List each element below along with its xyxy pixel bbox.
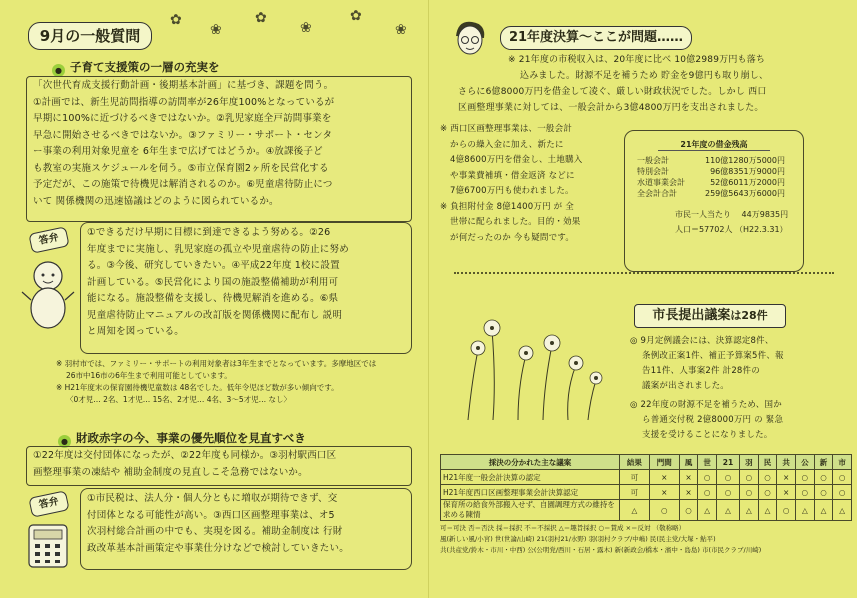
- text-line: ①22年度は交付団体になったが、②22年度も同様か。③羽村駅西口区: [33, 450, 337, 461]
- debt-value: 52億6011万2000円: [710, 178, 785, 187]
- note-line: 〈0才児… 2名、1才児… 15名、2才児… 4名、3～5才児… なし〉: [66, 395, 291, 404]
- debt-box-title: 21年度の借金残高: [658, 139, 770, 151]
- settlement-intro: [458, 52, 848, 116]
- debt-value: 96億8351万9000円: [710, 167, 785, 176]
- text-line: 早期に100%に近づけるべきではないか。②乳児家庭全戸訪問事業を: [33, 113, 332, 124]
- votes-cell: ○: [796, 470, 815, 485]
- text-line: 次羽村総合計画の中でも、実現を図る。補助金制度は 行財: [87, 526, 343, 537]
- votes-cell: ○: [717, 485, 740, 500]
- text-line: 区画整理事業に対しては、一般会計から3億4800万円を支出されました。: [458, 103, 764, 113]
- flowers-icon: [448, 290, 608, 420]
- right-page: [428, 0, 857, 598]
- votes-cell: ○: [814, 470, 833, 485]
- text-line: る。③今後、研究していきたい。④平成22年度 1校に設置: [87, 260, 340, 271]
- votes-cell: ○: [814, 485, 833, 500]
- debt-label: 特別会計: [637, 167, 669, 176]
- votes-cell: △: [814, 500, 833, 521]
- note-line: 26市中16市の6年生まで利用可能としています。: [66, 371, 232, 380]
- text-line: 世帯に配られました。目的・効果: [450, 217, 581, 227]
- answer-text-finance: [81, 489, 411, 559]
- calculator-icon: [26, 522, 70, 570]
- votes-row-label: H21年度一般会計決算の認定: [441, 470, 620, 485]
- votes-cell: ○: [649, 500, 679, 521]
- page-title-general-questions: 9月の一般質問: [28, 22, 152, 50]
- text-line: ①できるだけ早期に目標に到達できるよう努める。②26: [87, 227, 331, 238]
- votes-col-header: 市: [833, 455, 852, 470]
- votes-legend: [440, 523, 852, 556]
- votes-col-header: 民: [758, 455, 777, 470]
- proposal-title-main: 市長提出議案: [652, 308, 731, 323]
- per-person-value: 44万9835円: [741, 210, 789, 219]
- text-line: ◎ 9月定例議会には、決算認定8件、: [630, 336, 774, 346]
- proposal-text: [630, 334, 840, 443]
- text-line: 込みました。財源不足を補うため 貯金を9億円も取り崩し、: [520, 71, 769, 81]
- votes-row-label: 保育所の給食外部搬入せず、自園調理方式の維持を求める陳情: [441, 500, 620, 521]
- debt-row: [635, 166, 787, 177]
- votes-cell: ○: [777, 500, 796, 521]
- votes-cell: △: [758, 500, 777, 521]
- text-line: からの繰入金に加え、新たに: [450, 139, 564, 150]
- legend-line: 風(新しい風/小宮) 世(世論/山崎) 21(羽村21/水野) 羽(羽村クラブ/中嶋) 民(民主党/大塚・鮎平): [440, 535, 716, 543]
- proposal-title: [634, 304, 786, 328]
- votes-cell: ○: [758, 470, 777, 485]
- votes-cell: ×: [777, 470, 796, 485]
- votes-cell: △: [717, 500, 740, 521]
- wave-divider: [454, 272, 834, 282]
- votes-cell: ×: [679, 470, 698, 485]
- text-line: ①計画では、新生児訪問指導の訪問率が26年度100%となっているが: [33, 96, 335, 108]
- votes-col-header: 21: [717, 455, 740, 470]
- votes-caption: 採決の分かれた主な議案: [441, 455, 620, 470]
- debt-row: [635, 177, 787, 188]
- per-person-label: 市民一人当たり: [675, 210, 731, 219]
- flowers-illustration: [448, 290, 608, 420]
- text-line: いて 関係機関の迅速協議はどのように図られているか。: [33, 195, 279, 207]
- question-text-childcare: [27, 77, 411, 211]
- text-line: 条例改正案1件、補正予算案5件、報: [642, 351, 784, 361]
- text-line: 付団体となる可能性が高い。③西口区画整理事業は、オ5: [87, 509, 335, 521]
- legend-line: 共(共産党/鈴木・市川・中西) 公(公明党/西川・石居・露木) 新(新政会/橋本・濱中・島島) 市(市民クラブ/川崎): [440, 546, 762, 554]
- note-line: ※ 羽村市では、ファミリー・サポートの利用対象者は3年生までとなっています。多摩地区では: [56, 359, 377, 368]
- votes-col-header: 世: [698, 455, 717, 470]
- text-line: ら普通交付税 2億8000万円 の 緊急: [642, 415, 784, 425]
- votes-cell: 可: [620, 470, 650, 485]
- answer-label: 答弁: [28, 490, 69, 517]
- text-line: ◎ 22年度の財源不足を補うため、国か: [630, 400, 782, 410]
- text-line: 予定だが、この施策で待機児は解消されるのか。⑥児童虐待防止につ: [33, 179, 333, 190]
- votes-cell: ○: [740, 485, 759, 500]
- votes-cell: ○: [796, 485, 815, 500]
- votes-col-header: 共: [777, 455, 796, 470]
- answer-box-childcare: [80, 222, 412, 354]
- text-line: ①市民税は、法人分・個人分ともに増収が期待できず、交: [87, 493, 338, 504]
- votes-cell: ×: [679, 485, 698, 500]
- debt-value: 110億1280万5000円: [705, 156, 785, 165]
- votes-cell: ○: [717, 470, 740, 485]
- calculator-illustration: [26, 522, 70, 570]
- text-line: 児童虐待防止マニュアルの改訂版を関係機関に配布し 説明: [87, 309, 343, 321]
- votes-header-row: [441, 455, 852, 470]
- votes-cell: △: [796, 500, 815, 521]
- votes-col-header: 公: [796, 455, 815, 470]
- votes-cell: 可: [620, 485, 650, 500]
- text-line: ※ 負担附付金 8億1400万円 が 全: [440, 201, 574, 212]
- proposal-title-tail: は28件: [730, 309, 768, 322]
- note-line: ※ H21年度末の保育園待機児童数は 48名でした。低年令児ほど数が多い傾向です。: [56, 383, 339, 392]
- section-heading-text: 子育て支援策の一層の充実を: [70, 60, 220, 74]
- left-page: [0, 0, 428, 598]
- text-line: 政改革基本計画策定や事業仕分けなどで検討していきたい。: [87, 542, 349, 554]
- votes-cell: △: [698, 500, 717, 521]
- text-line: と周知を図っている。: [87, 326, 185, 337]
- text-line: 支援を受けることになりました。: [642, 430, 773, 440]
- debt-row: [635, 155, 787, 166]
- answer-box-finance: [80, 488, 412, 570]
- baby-illustration: [20, 256, 76, 336]
- text-line: が何だったのか 今も疑問です。: [450, 232, 575, 243]
- votes-row: [441, 485, 852, 500]
- debt-table: [635, 155, 787, 199]
- question-box-finance: [26, 446, 412, 486]
- page-title-settlement: 21年度決算～ここが問題……: [500, 26, 692, 50]
- text-line: 「次世代育成支援行動計画・後期基本計画」に基づき、課題を問う。: [33, 80, 334, 91]
- baby-doll-icon: [20, 256, 76, 336]
- section-heading-text: 財政赤字の今、事業の優先順位を見直すべき: [76, 431, 306, 445]
- votes-cell: ○: [833, 470, 852, 485]
- text-line: 7億6700万円も使われました。: [450, 186, 574, 196]
- votes-col-header: 風: [679, 455, 698, 470]
- text-line: 議案が出されました。: [642, 381, 730, 391]
- debt-label: 一般会計: [637, 156, 669, 165]
- question-box-childcare: [26, 76, 412, 222]
- votes-section: [440, 454, 852, 556]
- votes-row-label: H21年度西口区画整理事業会計決算認定: [441, 485, 620, 500]
- votes-row: [441, 470, 852, 485]
- votes-col-header: 新: [814, 455, 833, 470]
- population-line: 人口＝57702人 （H22.3.31）: [675, 225, 788, 234]
- text-line: 画整理事業の凍結や 補助金制度の見直しこそ急務ではないか。: [33, 466, 308, 478]
- flower-decoration: ✿ ❀ ✿ ❀ ✿ ❀: [170, 8, 407, 38]
- votes-cell: ○: [740, 470, 759, 485]
- votes-col-header: 羽: [740, 455, 759, 470]
- per-person-line: [675, 209, 803, 220]
- votes-cell: ○: [679, 500, 698, 521]
- votes-cell: ×: [649, 485, 679, 500]
- bullet-icon: ●: [58, 435, 71, 448]
- votes-col-header: 結果: [620, 455, 650, 470]
- debt-value: 259億5643万6000円: [705, 189, 785, 198]
- settlement-notes: [440, 122, 618, 246]
- text-line: も教室の実施スケジュールを伺う。⑤市立保育園2ヶ所を民営化する: [33, 162, 329, 174]
- text-line: さらに6億8000万円を借金して凌ぐ、厳しい財政状況でした。しかし 西口: [458, 87, 767, 97]
- text-line: 早急に開始させるべきではないか。③ファミリー・サポート・センタ: [33, 129, 333, 141]
- text-line: 計画している。⑤民営化により国の施設整備補助が利用可: [87, 276, 339, 288]
- debt-box: [624, 130, 804, 272]
- debt-row: [635, 188, 787, 199]
- text-line: 能になる。施設整備を支援し、待機児解消を進める。⑥県: [87, 293, 339, 304]
- text-line: ー事業の利用対象児童を 6年生まで広げてはどうか。④放課後子ど: [33, 146, 323, 157]
- answer-text-childcare: [81, 223, 411, 343]
- answer-label: 答弁: [28, 226, 69, 253]
- section-heading-childcare: [52, 59, 220, 77]
- bullet-icon: ●: [52, 64, 65, 77]
- text-line: ※ 西口区画整理事業は、一般会計: [440, 124, 573, 134]
- text-line: 4億8600万円を借金し、土地購入: [450, 155, 583, 165]
- debt-label: 水道事業会計: [637, 178, 685, 187]
- text-line: 告11件、人事案2件 計28件の: [642, 366, 760, 376]
- votes-cell: ○: [758, 485, 777, 500]
- votes-cell: ○: [698, 470, 717, 485]
- votes-row: [441, 500, 852, 521]
- votes-cell: ×: [777, 485, 796, 500]
- votes-cell: ○: [698, 485, 717, 500]
- votes-cell: △: [740, 500, 759, 521]
- votes-cell: ×: [649, 470, 679, 485]
- votes-cell: △: [833, 500, 852, 521]
- text-line: 年度までに実施し、乳児家庭の孤立や児童虐待の防止に努め: [87, 243, 349, 255]
- votes-col-header: 門間: [649, 455, 679, 470]
- votes-cell: △: [620, 500, 650, 521]
- question-text-finance: [27, 447, 411, 482]
- legend-line: 可＝可決 否＝否決 採＝採択 不＝不採択 △＝趣旨採択 ○＝賛成 ×＝反対 （敬称略）: [440, 524, 686, 532]
- votes-cell: ○: [833, 485, 852, 500]
- text-line: ※ 21年度の市税収入は、20年度に比べ 10億2989万円も落ち: [508, 55, 766, 65]
- debt-label: 全会計合計: [637, 189, 677, 198]
- text-line: や事業費補填・借金返済 などに: [450, 170, 575, 181]
- votes-table: [440, 454, 852, 521]
- notes-childcare: [56, 358, 412, 406]
